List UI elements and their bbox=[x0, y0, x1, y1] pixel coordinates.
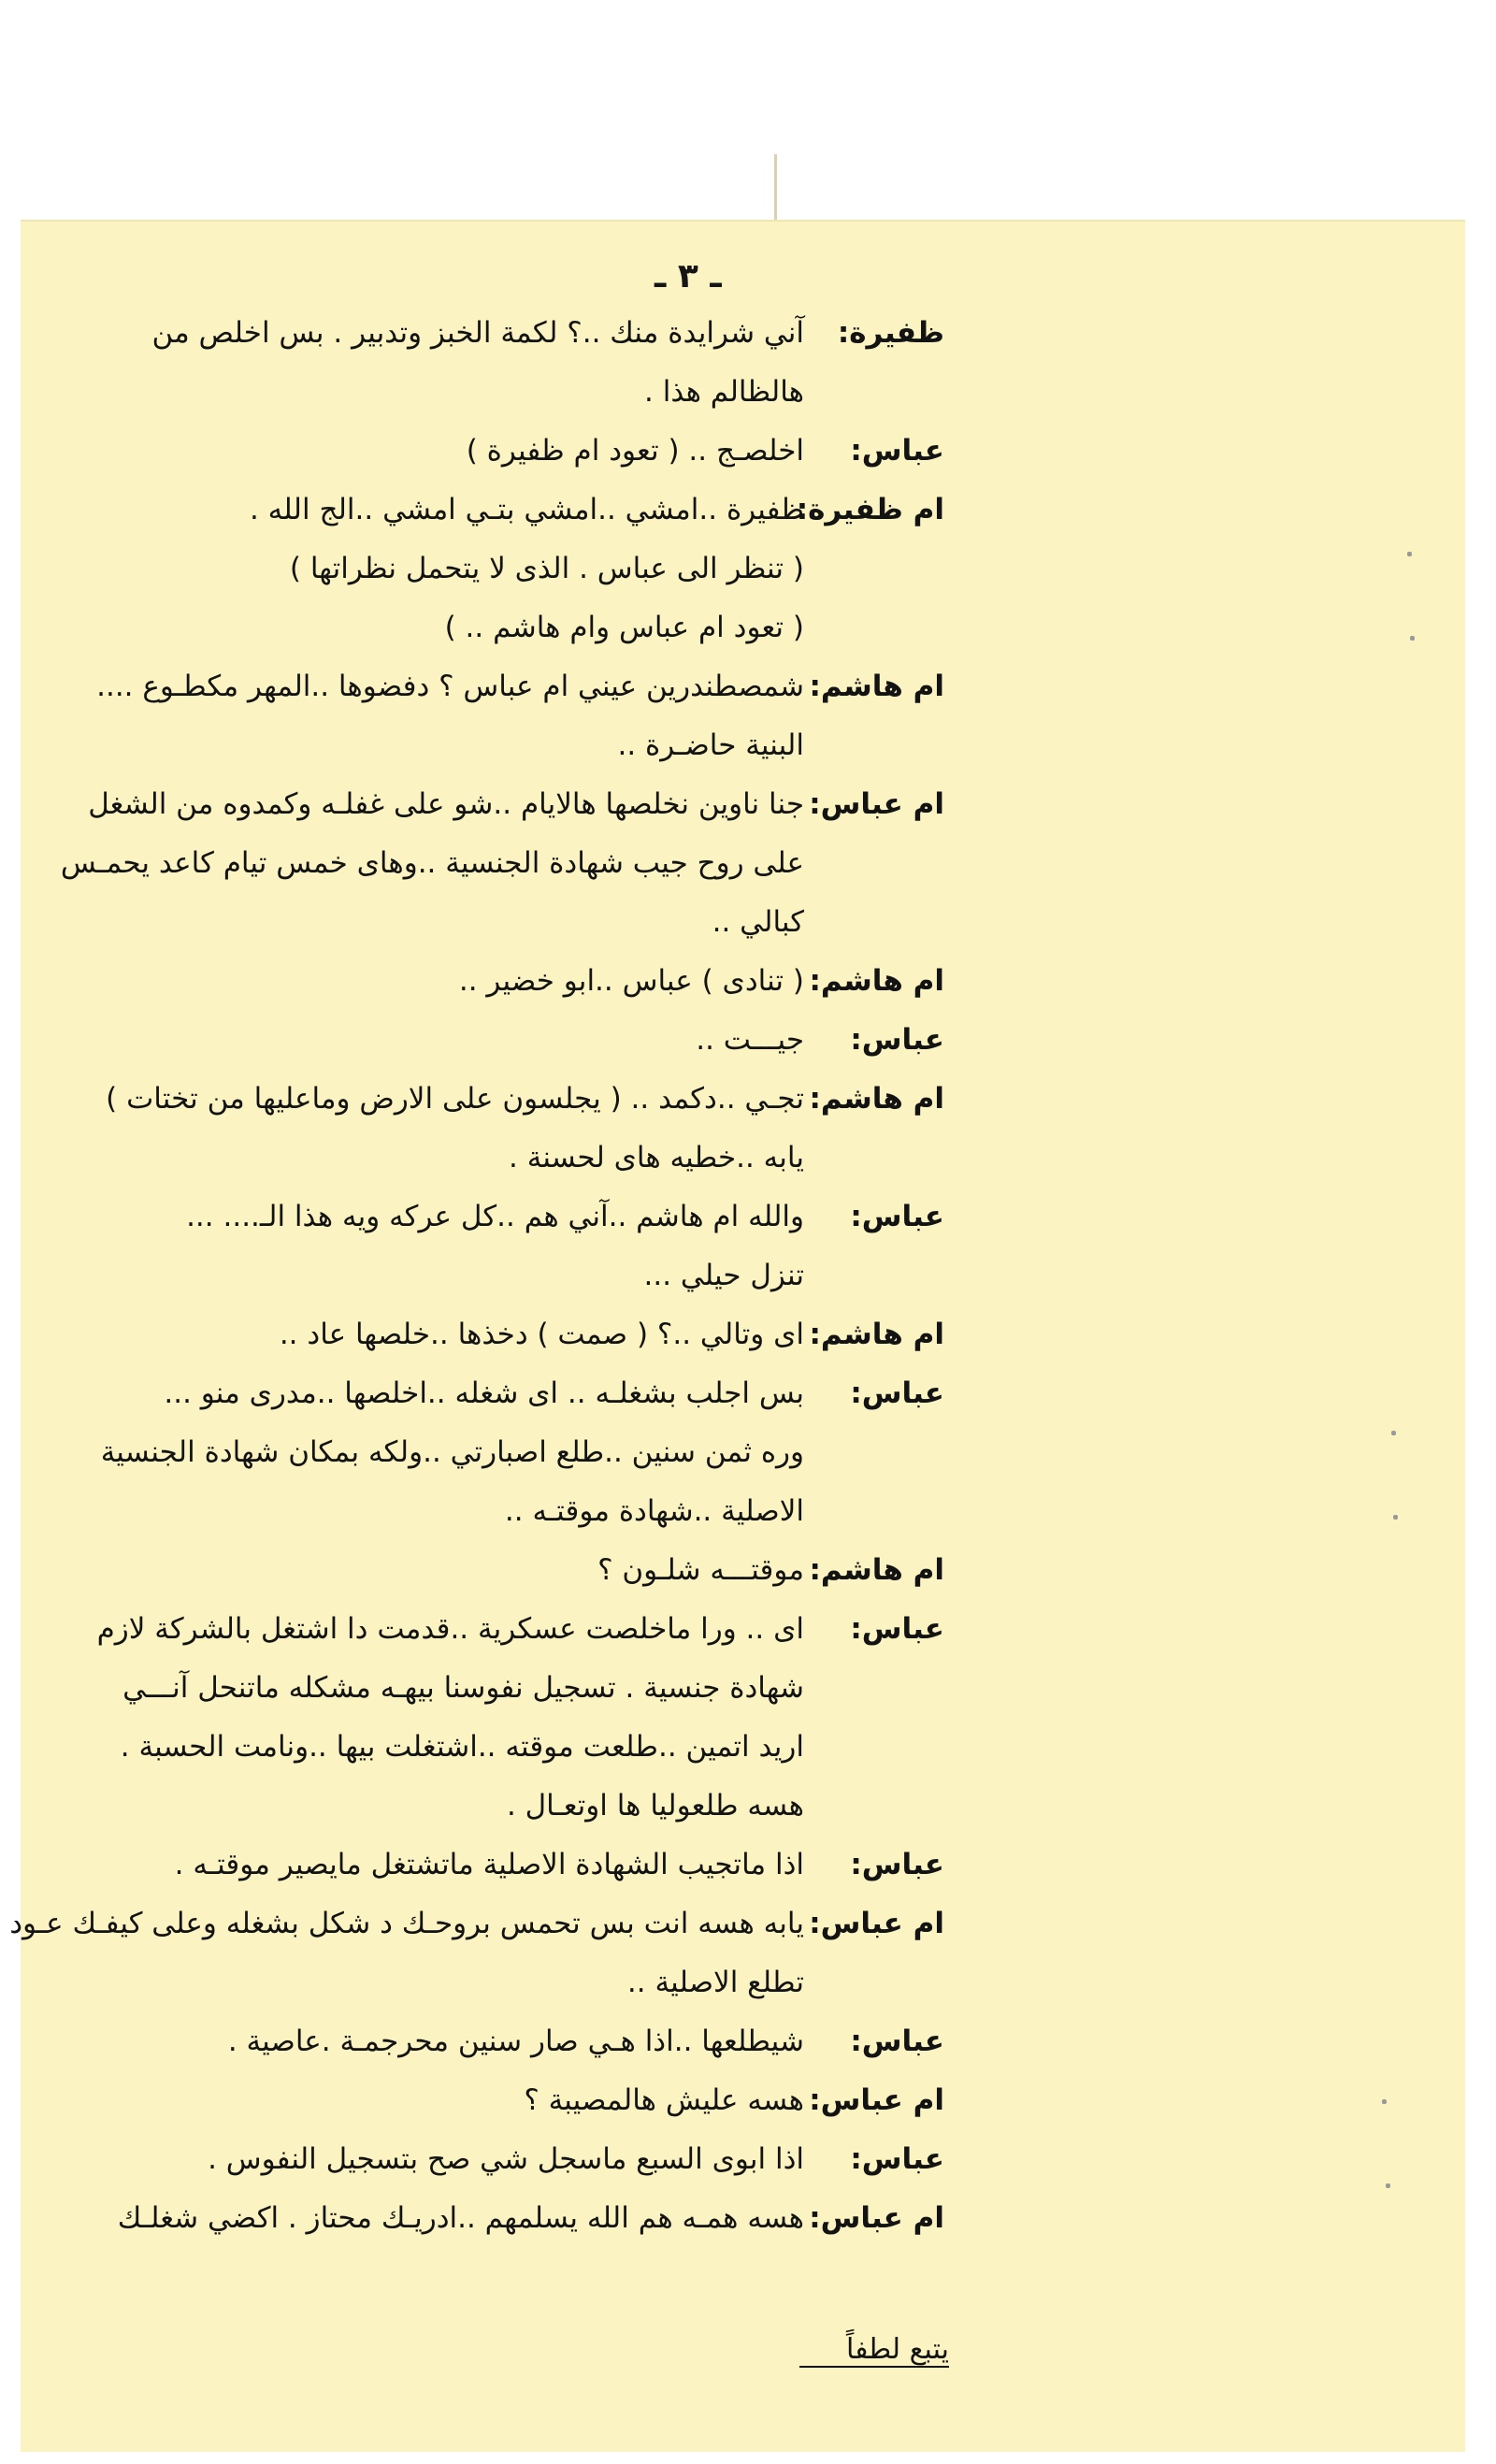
dialogue-text: اى وتالي ..؟ ( صمت ) دخذها ..خلصها عاد .. bbox=[279, 1318, 804, 1351]
dialogue-text: اذا ماتجيب الشهادة الاصلية ماتشتغل مايصير موقتـه . bbox=[174, 1848, 804, 1881]
speaker-label: عباس: bbox=[850, 2025, 944, 2058]
speaker-label: ام ظفيرة: bbox=[796, 493, 944, 526]
dialogue-text: اى .. ورا ماخلصت عسكرية ..قدمت دا اشتغل بالشركة لازم bbox=[96, 1612, 804, 1646]
dialogue-text: اريد اتمين ..طلعت موقته ..اشتغلت بيها ..ونامت الحسبة . bbox=[120, 1730, 804, 1764]
script-line bbox=[47, 952, 944, 1011]
script-line bbox=[47, 1777, 944, 1836]
dialogue-text: يابه ..خطيه هاى لحسنة . bbox=[508, 1141, 804, 1174]
script-line bbox=[47, 775, 944, 834]
script-line bbox=[47, 2071, 944, 2130]
speaker-label: عباس: bbox=[850, 1023, 944, 1057]
scan-speck bbox=[1386, 2183, 1390, 2188]
scan-speck bbox=[1391, 1431, 1396, 1435]
continued-footer: يتبع لطفاً bbox=[799, 2333, 949, 2368]
speaker-label: ام عباس: bbox=[809, 1907, 944, 1940]
script-line bbox=[47, 1129, 944, 1188]
speaker-label bbox=[813, 1659, 944, 1718]
dialogue-text: الاصلية ..شهادة موقتـه .. bbox=[504, 1494, 804, 1528]
dialogue-text: شمصطندرين عيني ام عباس ؟ دفضوها ..المهر مكطـوع .... bbox=[96, 670, 804, 703]
script-line bbox=[47, 2189, 944, 2248]
speaker-label: عباس: bbox=[850, 2142, 944, 2176]
speaker-label: ام هاشم: bbox=[809, 1318, 944, 1351]
script-line bbox=[47, 1305, 944, 1364]
script-line bbox=[47, 481, 944, 540]
script-line bbox=[47, 1011, 944, 1070]
stage-direction: ( تنظر الى عباس . الذى لا يتحمل نظراتها ) bbox=[289, 552, 804, 585]
dialogue-text: شيطلعها ..اذا هـي صار سنين محرجمـة .عاصية . bbox=[227, 2025, 804, 2058]
dialogue-text: تنزل حيلي ... bbox=[643, 1259, 804, 1292]
script-line bbox=[47, 2130, 944, 2189]
speaker-label bbox=[813, 1482, 944, 1541]
script-line bbox=[47, 540, 944, 598]
speaker-label bbox=[813, 363, 944, 422]
script-line bbox=[47, 598, 944, 657]
dialogue-text: تطلع الاصلية .. bbox=[626, 1966, 804, 1999]
speaker-label bbox=[813, 1718, 944, 1777]
speaker-label bbox=[813, 716, 944, 775]
play-script bbox=[9, 304, 944, 2248]
dialogue-text: آني شرايدة منك ..؟ لكمة الخبز وتدبير . بس اخلص من bbox=[151, 316, 804, 350]
dialogue-text: شهادة جنسية . تسجيل نفوسنا بيهـه مشكله ماتنحل آنـــي bbox=[122, 1671, 804, 1705]
speaker-label: ظفيرة: bbox=[837, 316, 944, 350]
dialogue-text: ظفيرة ..امشي ..امشي بتـي امشي ..الج الله . bbox=[249, 493, 804, 526]
speaker-label bbox=[813, 1777, 944, 1836]
speaker-label: ام هاشم: bbox=[809, 964, 944, 998]
script-line bbox=[47, 1482, 944, 1541]
dialogue-text: ( تنادى ) عباس ..ابو خضير .. bbox=[458, 964, 804, 998]
speaker-label: ام هاشم: bbox=[809, 1553, 944, 1587]
dialogue-text: موقتـــه شلـون ؟ bbox=[597, 1553, 804, 1587]
scan-speck bbox=[1382, 2099, 1387, 2104]
scan-speck bbox=[1393, 1515, 1398, 1520]
script-line bbox=[47, 1600, 944, 1659]
speaker-label: عباس: bbox=[850, 1612, 944, 1646]
speaker-label bbox=[813, 1129, 944, 1188]
script-line bbox=[9, 1895, 944, 1953]
dialogue-text: وره ثمن سنين ..طلع اصبارتي ..ولكه بمكان شهادة الجنسية bbox=[100, 1435, 804, 1469]
speaker-label bbox=[813, 598, 944, 657]
dialogue-text: اذا ابوى السبع ماسجل شي صح بتسجيل النفوس . bbox=[208, 2142, 804, 2176]
dialogue-text: تجـي ..دكمد .. ( يجلسون على الارض وماعليها من تختات ) bbox=[106, 1082, 804, 1116]
speaker-label: ام عباس: bbox=[809, 2201, 944, 2235]
speaker-label bbox=[813, 1953, 944, 2012]
dialogue-text: جنا ناوين نخلصها هالايام ..شو على غفلـه وكمدوه من الشغل bbox=[88, 787, 804, 821]
speaker-label: عباس: bbox=[850, 1200, 944, 1233]
speaker-label: ام هاشم: bbox=[809, 670, 944, 703]
stage-direction: ( تعود ام عباس وام هاشم .. ) bbox=[444, 611, 804, 644]
speaker-label bbox=[813, 1423, 944, 1482]
speaker-label bbox=[813, 834, 944, 893]
speaker-label bbox=[813, 893, 944, 952]
dialogue-text: على روح جيب شهادة الجنسية ..وهاى خمس تيام كاعد يحمـس bbox=[60, 846, 804, 880]
script-line bbox=[47, 893, 944, 952]
dialogue-text: البنية حاضـرة .. bbox=[617, 728, 804, 762]
script-line bbox=[47, 363, 944, 422]
scan-speck bbox=[1407, 552, 1412, 556]
dialogue-text: بس اجلب بشغلـه .. اى شغله ..اخلصها ..مدرى منو ... bbox=[164, 1376, 804, 1410]
dialogue-text: هسه همـه هم الله يسلمهم ..ادريـك محتاز . اكضي شغلـك bbox=[117, 2201, 804, 2235]
script-line bbox=[47, 716, 944, 775]
speaker-label: عباس: bbox=[850, 1848, 944, 1881]
paper-crease bbox=[774, 154, 777, 224]
speaker-label: ام عباس: bbox=[809, 2083, 944, 2117]
script-line bbox=[47, 1423, 944, 1482]
dialogue-text: كبالي .. bbox=[712, 905, 804, 939]
script-line bbox=[47, 1541, 944, 1600]
scan-speck bbox=[1410, 636, 1415, 641]
dialogue-text: يابه هسه انت بس تحمس بروحـك د شكل بشغله وعلى كيفـك عـود bbox=[9, 1907, 804, 1940]
dialogue-text: هسه طلعوليا ها اوتعـال . bbox=[506, 1789, 804, 1823]
script-line bbox=[47, 422, 944, 481]
speaker-label bbox=[813, 540, 944, 598]
dialogue-text: اخلصـج .. ( تعود ام ظفيرة ) bbox=[466, 434, 804, 468]
script-line bbox=[47, 1718, 944, 1777]
script-line bbox=[47, 1188, 944, 1246]
script-line bbox=[47, 2012, 944, 2071]
speaker-label: عباس: bbox=[850, 434, 944, 468]
script-line bbox=[47, 304, 944, 363]
dialogue-text: هسه عليش هالمصيبة ؟ bbox=[524, 2083, 804, 2117]
speaker-label: ام عباس: bbox=[809, 787, 944, 821]
page-number: ـ ٣ ـ bbox=[654, 257, 722, 295]
script-line bbox=[47, 1953, 944, 2012]
script-line bbox=[47, 657, 944, 716]
script-line bbox=[47, 834, 944, 893]
dialogue-text: هالظالم هذا . bbox=[644, 375, 804, 409]
script-line bbox=[47, 1836, 944, 1895]
speaker-label bbox=[813, 1246, 944, 1305]
script-line bbox=[47, 1659, 944, 1718]
script-line bbox=[47, 1364, 944, 1423]
script-line bbox=[47, 1070, 944, 1129]
speaker-label: عباس: bbox=[850, 1376, 944, 1410]
dialogue-text: جيـــت .. bbox=[696, 1023, 804, 1057]
script-line bbox=[47, 1246, 944, 1305]
speaker-label: ام هاشم: bbox=[809, 1082, 944, 1116]
dialogue-text: والله ام هاشم ..آني هم ..كل عركه ويه هذا الـ.... ... bbox=[186, 1200, 804, 1233]
